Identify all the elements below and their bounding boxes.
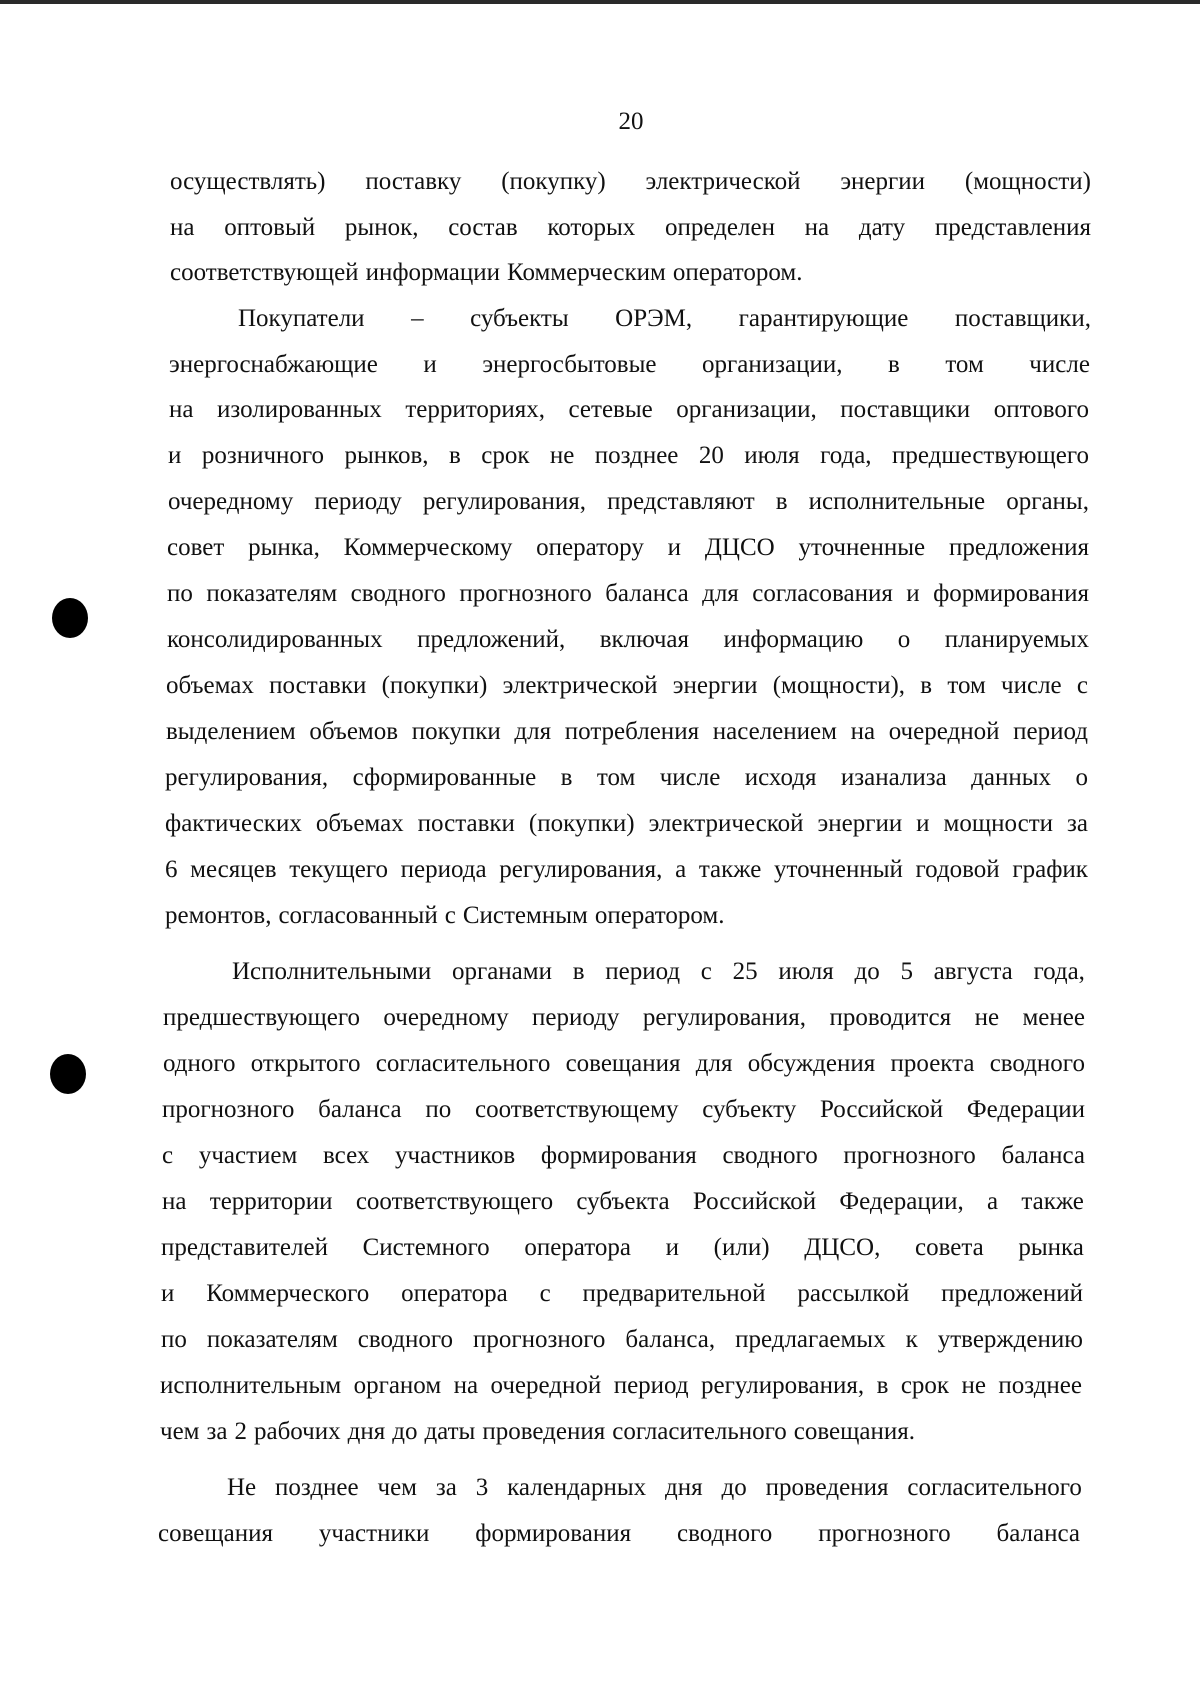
text-line-18 [232, 957, 1085, 987]
text-line-4 [238, 304, 1091, 334]
word: утверждению [937, 1326, 1083, 1353]
word: позднее [594, 442, 679, 469]
page-number: 20 [618, 108, 644, 135]
text-line-16 [165, 855, 1088, 885]
word: прогнозного [843, 1142, 976, 1169]
word: предложений, [417, 626, 566, 653]
word: рынка, [248, 534, 320, 561]
word: совета [915, 1234, 984, 1261]
text-line-7 [168, 441, 1089, 471]
word: регулирования, [700, 1372, 865, 1399]
word: числе [659, 764, 721, 791]
word: потребления [564, 718, 700, 745]
word: субъекты [470, 305, 569, 332]
word: электрической [648, 810, 804, 837]
word: уточненный [773, 856, 903, 883]
word: оптового [993, 396, 1089, 423]
text-line-13 [166, 717, 1088, 747]
word: Федерации [966, 1096, 1085, 1123]
word: график [1012, 856, 1088, 883]
word: и [667, 534, 682, 561]
word: и [665, 1234, 679, 1261]
word: Коммерческому [343, 534, 513, 561]
word: (покупки) [528, 810, 635, 837]
word: (покупки) [381, 672, 488, 699]
word: дату [858, 214, 906, 241]
text-line-17 [165, 901, 1088, 931]
word: Коммерческим [507, 259, 666, 286]
word: предлагаемых [735, 1326, 886, 1353]
word: поставщики [840, 396, 971, 423]
word: и [168, 442, 182, 469]
word: согласительного [907, 1474, 1082, 1501]
word: рассылкой [797, 1280, 910, 1307]
word: в [876, 1372, 889, 1399]
text-line-28 [160, 1417, 1082, 1447]
word: изолированных [217, 396, 382, 423]
text-line-21 [162, 1095, 1085, 1125]
word: совещания [158, 1520, 273, 1547]
word: включая [599, 626, 690, 653]
word: 5 [900, 958, 913, 985]
word: том [945, 351, 984, 378]
text-line-12 [166, 671, 1088, 701]
word: оптовый [224, 214, 316, 241]
word: года, [820, 442, 872, 469]
word: данных [971, 764, 1052, 791]
word: показателям [206, 1326, 338, 1353]
text-line-6 [169, 395, 1089, 425]
text-line-25 [161, 1279, 1083, 1309]
word: изанализа [840, 764, 947, 791]
word: и [423, 351, 437, 378]
word: оператором. [594, 902, 725, 929]
word: числе [1001, 672, 1062, 699]
word: на [162, 1188, 187, 1215]
word: период [613, 1372, 689, 1399]
word: осуществлять) [170, 168, 326, 195]
word: не [549, 442, 575, 469]
word: формирования [933, 580, 1089, 607]
word: очередному [383, 1004, 509, 1031]
word: Коммерческого [206, 1280, 370, 1307]
word: поставки [417, 810, 515, 837]
word: сводного [722, 1142, 818, 1169]
word: объемах [315, 810, 404, 837]
word: августа [933, 958, 1013, 985]
word: консолидированных [167, 626, 383, 653]
word: организации, [676, 396, 817, 423]
word: календарных [507, 1474, 647, 1501]
punch-hole-mark-2 [50, 1054, 86, 1094]
word: в [888, 351, 900, 378]
text-line-10 [167, 579, 1089, 609]
word: баланса [318, 1096, 402, 1123]
word: в [920, 672, 933, 699]
word: ремонтов, [165, 902, 272, 929]
word: которых [547, 214, 636, 241]
word: срок [481, 442, 530, 469]
word: определен [665, 214, 775, 241]
word: исполнительные [808, 488, 986, 515]
word: очередной [888, 718, 1000, 745]
word: предложений [941, 1280, 1083, 1307]
word: годовой [915, 856, 1000, 883]
word: а [675, 856, 687, 883]
word: Федерации, [839, 1188, 964, 1215]
word: электрической [502, 672, 658, 699]
word: для [514, 718, 552, 745]
word: мощности [943, 810, 1054, 837]
word: срок [900, 1372, 950, 1399]
word: до [392, 1418, 418, 1445]
word: 25 [732, 958, 758, 985]
word: баланса, [625, 1326, 716, 1353]
word: субъекту [702, 1096, 797, 1123]
word: за [206, 1418, 228, 1445]
word: поставщики, [954, 305, 1091, 332]
word: баланса [1001, 1142, 1085, 1169]
word: участием [198, 1142, 298, 1169]
text-line-22 [162, 1141, 1085, 1171]
word: даты [424, 1418, 476, 1445]
word: позднее [998, 1372, 1082, 1399]
word: согласования [752, 580, 893, 607]
word: (или) [713, 1234, 770, 1261]
word: по [161, 1326, 187, 1353]
word: 3 [475, 1474, 489, 1501]
word: проведения [482, 1418, 606, 1445]
word: проекта [890, 1050, 975, 1077]
word: рабочих [253, 1418, 341, 1445]
word: Российской [692, 1188, 817, 1215]
word: и [161, 1280, 175, 1307]
word: для [702, 580, 739, 607]
word: розничного [201, 442, 325, 469]
word: том [596, 764, 636, 791]
word: на [804, 214, 830, 241]
word: очередному [168, 488, 294, 515]
word: (мощности), [772, 672, 906, 699]
word: оператора [401, 1280, 508, 1307]
word: о [1075, 764, 1088, 791]
word: прогнозного [459, 580, 592, 607]
word: по [425, 1096, 452, 1123]
word: территориях, [405, 396, 545, 423]
word: фактических [165, 810, 302, 837]
word: всех [323, 1142, 370, 1169]
word: выделением [166, 718, 296, 745]
word: рынок, [344, 214, 419, 241]
word: оператору [536, 534, 644, 561]
text-line-1 [170, 167, 1091, 197]
word: (мощности) [964, 168, 1091, 195]
word: объемов [309, 718, 399, 745]
word: Исполнительными [232, 958, 432, 985]
word: участников [395, 1142, 516, 1169]
word: ДЦСО, [804, 1234, 881, 1261]
word: не [974, 1004, 1000, 1031]
word: соответствующего [355, 1188, 554, 1215]
word: предшествующего [891, 442, 1089, 469]
word: проведения [765, 1474, 889, 1501]
word: с [162, 1142, 174, 1169]
word: за [435, 1474, 457, 1501]
word: баланса [996, 1520, 1080, 1547]
word: совет [167, 534, 225, 561]
word: 2 [234, 1418, 247, 1445]
word: на [850, 718, 876, 745]
word: представления [934, 214, 1091, 241]
word: оператором. [672, 259, 803, 286]
text-line-19 [163, 1003, 1085, 1033]
word: исходя [744, 764, 817, 791]
text-line-2 [170, 213, 1091, 243]
word: прогнозного [818, 1520, 951, 1547]
word: рынка [1018, 1234, 1084, 1261]
word: представляют [607, 488, 755, 515]
text-line-27 [160, 1371, 1082, 1401]
text-line-26 [161, 1325, 1083, 1355]
word: регулирования, [499, 856, 663, 883]
word: 6 [165, 856, 178, 883]
word: период [1013, 718, 1088, 745]
word: планируемых [944, 626, 1089, 653]
word: формирования [475, 1520, 632, 1547]
word: 20 [698, 442, 724, 469]
word: Системного [362, 1234, 490, 1261]
word: согласованный [278, 902, 438, 929]
word: периоду [314, 488, 402, 515]
word: совещания. [793, 1418, 916, 1445]
punch-hole-mark-1 [52, 598, 88, 638]
word: предшествующего [163, 1004, 360, 1031]
word: (покупку) [501, 168, 606, 195]
word: предложения [948, 534, 1089, 561]
word: информации [365, 259, 501, 286]
word: поставки [269, 672, 367, 699]
word: с [700, 958, 712, 985]
word: информацию [723, 626, 864, 653]
word: за [1066, 810, 1088, 837]
text-line-8 [168, 487, 1089, 517]
word: Покупатели [238, 305, 365, 332]
word: Системным [462, 902, 588, 929]
word: и [906, 580, 920, 607]
word: сводного [989, 1050, 1085, 1077]
word: территории [209, 1188, 333, 1215]
word: до [721, 1474, 747, 1501]
word: электрической [645, 168, 801, 195]
word: ОРЭМ, [615, 305, 693, 332]
word: одного [163, 1050, 236, 1077]
word: состав [448, 214, 518, 241]
word: органы, [1006, 488, 1089, 515]
word: очередной [490, 1372, 602, 1399]
text-line-15 [165, 809, 1088, 839]
word: чем [377, 1474, 417, 1501]
word: рынков, [344, 442, 429, 469]
word: с [444, 902, 456, 929]
word: Российской [819, 1096, 944, 1123]
word: дня [665, 1474, 703, 1501]
word: том [947, 672, 986, 699]
word: период [605, 958, 681, 985]
word: в [572, 958, 585, 985]
word: о [897, 626, 911, 653]
word: органом [353, 1372, 442, 1399]
word: на [453, 1372, 479, 1399]
word: формирования [540, 1142, 697, 1169]
word: периода [400, 856, 487, 883]
word: регулирования, [642, 1004, 807, 1031]
word: в [775, 488, 788, 515]
word: баланса [605, 580, 689, 607]
word: оператора [524, 1234, 631, 1261]
word: организации, [702, 351, 843, 378]
word: согласительного [375, 1050, 551, 1077]
word: к [905, 1326, 918, 1353]
text-line-9 [167, 533, 1089, 563]
word: исполнительным [160, 1372, 342, 1399]
word: сводного [677, 1520, 773, 1547]
word: сводного [350, 580, 446, 607]
text-line-29 [227, 1473, 1082, 1503]
word: с [539, 1280, 551, 1307]
text-line-24 [161, 1233, 1084, 1263]
word: сводного [357, 1326, 453, 1353]
word: в [560, 764, 573, 791]
word: органами [451, 958, 552, 985]
word: обсуждения [747, 1050, 876, 1077]
word: Не [227, 1474, 257, 1501]
word: участники [318, 1520, 430, 1547]
word: ДЦСО [704, 534, 775, 561]
word: покупки [411, 718, 501, 745]
word: совещания [565, 1050, 681, 1077]
text-line-5 [169, 350, 1090, 380]
word: чем [160, 1418, 200, 1445]
word: и [916, 810, 930, 837]
text-line-3 [170, 258, 1091, 288]
word: текущего [289, 856, 388, 883]
word: энергии [672, 672, 758, 699]
text-line-23 [162, 1187, 1084, 1217]
word: – [411, 305, 424, 332]
word: месяцев [190, 856, 277, 883]
word: предварительной [582, 1280, 766, 1307]
word: субъекта [576, 1188, 670, 1215]
word: прогнозного [472, 1326, 606, 1353]
word: энергии [817, 810, 903, 837]
word: уточненные [798, 534, 926, 561]
word: соответствующей [170, 259, 359, 286]
word: на [169, 396, 194, 423]
text-line-20 [163, 1049, 1085, 1079]
word: также [698, 856, 762, 883]
word: дня [347, 1418, 386, 1445]
word: населением [712, 718, 837, 745]
word: показателям [206, 580, 338, 607]
word: объемах [166, 672, 254, 699]
word: регулирования, [422, 488, 586, 515]
word: гарантирующие [738, 305, 909, 332]
word: энергии [840, 168, 926, 195]
word: энергоснабжающие [169, 351, 378, 378]
word: позднее [275, 1474, 359, 1501]
word: для [695, 1050, 733, 1077]
word: в [448, 442, 461, 469]
text-line-14 [165, 763, 1088, 793]
word: согласительного [612, 1418, 787, 1445]
word: проводится [829, 1004, 952, 1031]
word: а [987, 1188, 999, 1215]
word: на [170, 214, 195, 241]
word: числе [1029, 351, 1090, 378]
word: до [854, 958, 880, 985]
word: периоду [532, 1004, 620, 1031]
word: регулирования, [165, 764, 329, 791]
word: сетевые [568, 396, 653, 423]
word: открытого [250, 1050, 361, 1077]
word: по [167, 580, 193, 607]
word: соответствующему [474, 1096, 679, 1123]
word: июля [778, 958, 834, 985]
word: июля [744, 442, 800, 469]
word: также [1021, 1188, 1084, 1215]
word: года, [1033, 958, 1085, 985]
word: прогнозного [162, 1096, 295, 1123]
text-line-30 [158, 1519, 1080, 1549]
text-line-11 [167, 625, 1089, 655]
word: сформированные [352, 764, 537, 791]
word: представителей [161, 1234, 328, 1261]
word: энергосбытовые [482, 351, 657, 378]
word: менее [1022, 1004, 1085, 1031]
word: не [961, 1372, 986, 1399]
word: поставку [365, 168, 462, 195]
word: с [1076, 672, 1088, 699]
